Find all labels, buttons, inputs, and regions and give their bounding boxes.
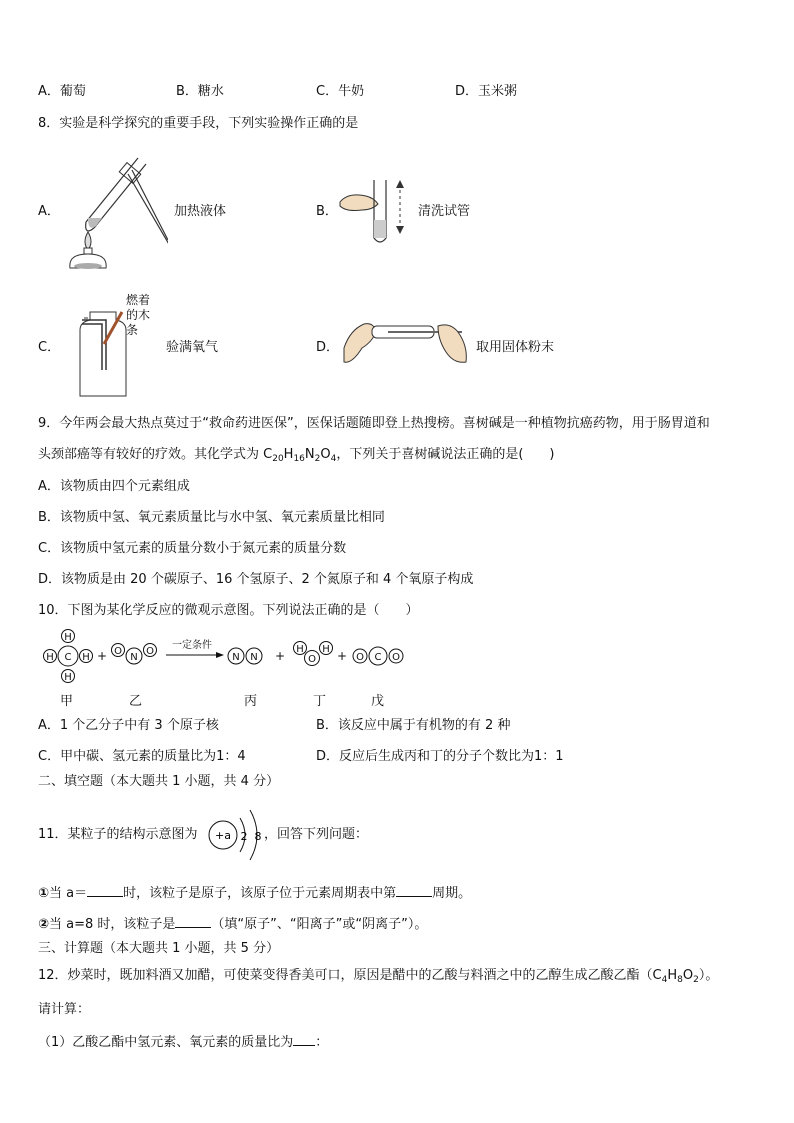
svg-text:H: H	[296, 644, 304, 655]
svg-text:+a: +a	[215, 829, 231, 842]
heating-liquid-illustration	[58, 150, 168, 272]
q10-option-c: C．甲中碳、氢元素的质量比为1：4	[38, 749, 246, 764]
svg-text:N: N	[130, 652, 138, 663]
svg-text:N: N	[232, 652, 240, 663]
q8-option-c-letter: C．	[38, 340, 61, 355]
q8-option-b-letter: B．	[316, 204, 338, 219]
q8-option-d-caption: 取用固体粉末	[476, 340, 555, 355]
svg-text:H: H	[64, 632, 72, 643]
reaction-diagram	[38, 626, 418, 688]
q9-option-c: C．该物质中氢元素的质量分数小于氮元素的质量分数	[38, 541, 347, 556]
reaction-condition: 一定条件	[172, 640, 212, 651]
answer-blank[interactable]	[87, 884, 123, 897]
nitrogen-molecule	[228, 648, 262, 664]
q7-option-a: A．葡萄	[38, 84, 86, 99]
q9-option-a: A．该物质由四个元素组成	[38, 479, 190, 494]
q8-option-a-letter: A．	[38, 204, 60, 219]
q7-option-d: D．玉米粥	[455, 84, 518, 99]
svg-text:O: O	[356, 652, 364, 663]
svg-text:O: O	[146, 646, 154, 657]
svg-text:H: H	[322, 644, 330, 655]
test-tube-washing-illustration	[338, 176, 418, 248]
q11-part2: ②当 a=8 时，该粒子是 （填“原子”、“阳离子”或“阴离子”）。	[38, 917, 428, 932]
methane-molecule	[44, 630, 93, 684]
q8-option-d-letter: D．	[316, 340, 340, 355]
q8-option-b-caption: 清洗试管	[418, 204, 471, 219]
q9-stem-line1: 9．今年两会最大热点莫过于“救命药进医保”，医保话题随即登上热搜榜。喜树碱是一种植物抗癌药物，用于肠胃道和	[38, 416, 710, 431]
q12-prompt: 请计算：	[38, 1002, 91, 1017]
answer-blank[interactable]	[293, 1033, 315, 1046]
svg-text:O: O	[114, 646, 122, 657]
q12-stem: 12．炒菜时，既加料酒又加醋，可使菜变得香美可口，原因是醋中的乙酸与料酒之中的乙醇生成乙酸乙酯$(C_4H_8O_2)$。	[38, 968, 719, 985]
q10-option-a: A．1 个乙分子中有 3 个原子核	[38, 718, 219, 733]
svg-text:+: +	[96, 649, 108, 663]
svg-text:+: +	[336, 649, 348, 663]
svg-text:C: C	[64, 652, 72, 663]
species-label-jia: 甲	[60, 694, 74, 709]
q7-option-c: C．牛奶	[316, 84, 365, 99]
species-label-ding: 丁	[313, 694, 327, 709]
svg-text:H: H	[82, 652, 90, 663]
answer-blank[interactable]	[396, 884, 432, 897]
q11-stem-post: ，回答下列问题：	[264, 827, 369, 842]
nitrogen-dioxide-molecule	[112, 644, 157, 665]
q9-stem-line2: 头颈部癌等有较好的疗效。其化学式为 $C_{20}H_{16}N_2O_4$，下列关于喜树碱说法正确的是( )	[38, 447, 555, 464]
section-fill-in-heading: 二、填空题（本大题共 1 小题，共 4 分）	[38, 774, 280, 789]
q10-stem: 10．下图为某化学反应的微观示意图。下列说法正确的是（ ）	[38, 603, 419, 618]
q11-part1: ①当 a＝ 时，该粒子是原子，该原子位于元素周期表中第 周期。	[38, 886, 472, 901]
q8-option-c-caption: 验满氧气	[166, 340, 219, 355]
water-molecule	[294, 642, 333, 666]
species-label-yi: 乙	[129, 694, 143, 709]
svg-text:8: 8	[254, 830, 262, 843]
svg-text:O: O	[392, 652, 400, 663]
q7-option-b: B．糖水	[176, 84, 224, 99]
svg-text:+: +	[274, 649, 286, 663]
q9-option-d: D．该物质是由 20 个碳原子、16 个氢原子、2 个氮原子和 4 个氧原子构成	[38, 572, 474, 587]
svg-text:2: 2	[240, 830, 248, 843]
q8-stem: 8．实验是科学探究的重要手段，下列实验操作正确的是	[38, 116, 359, 131]
q8-option-a-caption: 加热液体	[174, 204, 227, 219]
carbon-dioxide-molecule	[353, 647, 403, 665]
q10-option-d: D．反应后生成丙和丁的分子个数比为1：1	[316, 749, 564, 764]
svg-text:C: C	[374, 652, 382, 663]
answer-blank[interactable]	[175, 915, 211, 928]
svg-text:H: H	[46, 652, 54, 663]
q10-option-b: B．该反应中属于有机物的有 2 种	[316, 718, 511, 733]
burning-stick-label: 燃着 的木 条	[126, 293, 151, 337]
powder-sampling-illustration	[342, 318, 472, 368]
q12-sub1: （1）乙酸乙酯中氢元素、氧元素的质量比为 ：	[38, 1035, 329, 1050]
svg-text:O: O	[308, 654, 316, 665]
species-label-wu: 戊	[371, 694, 385, 709]
species-label-bing: 丙	[244, 694, 258, 709]
section-calc-heading: 三、计算题（本大题共 1 小题，共 5 分）	[38, 941, 280, 956]
svg-text:H: H	[64, 672, 72, 683]
svg-text:N: N	[250, 652, 258, 663]
q11-stem-pre: 11．某粒子的结构示意图为	[38, 827, 198, 842]
q9-option-b: B．该物质中氢、氧元素质量比与水中氢、氧元素质量比相同	[38, 510, 385, 525]
